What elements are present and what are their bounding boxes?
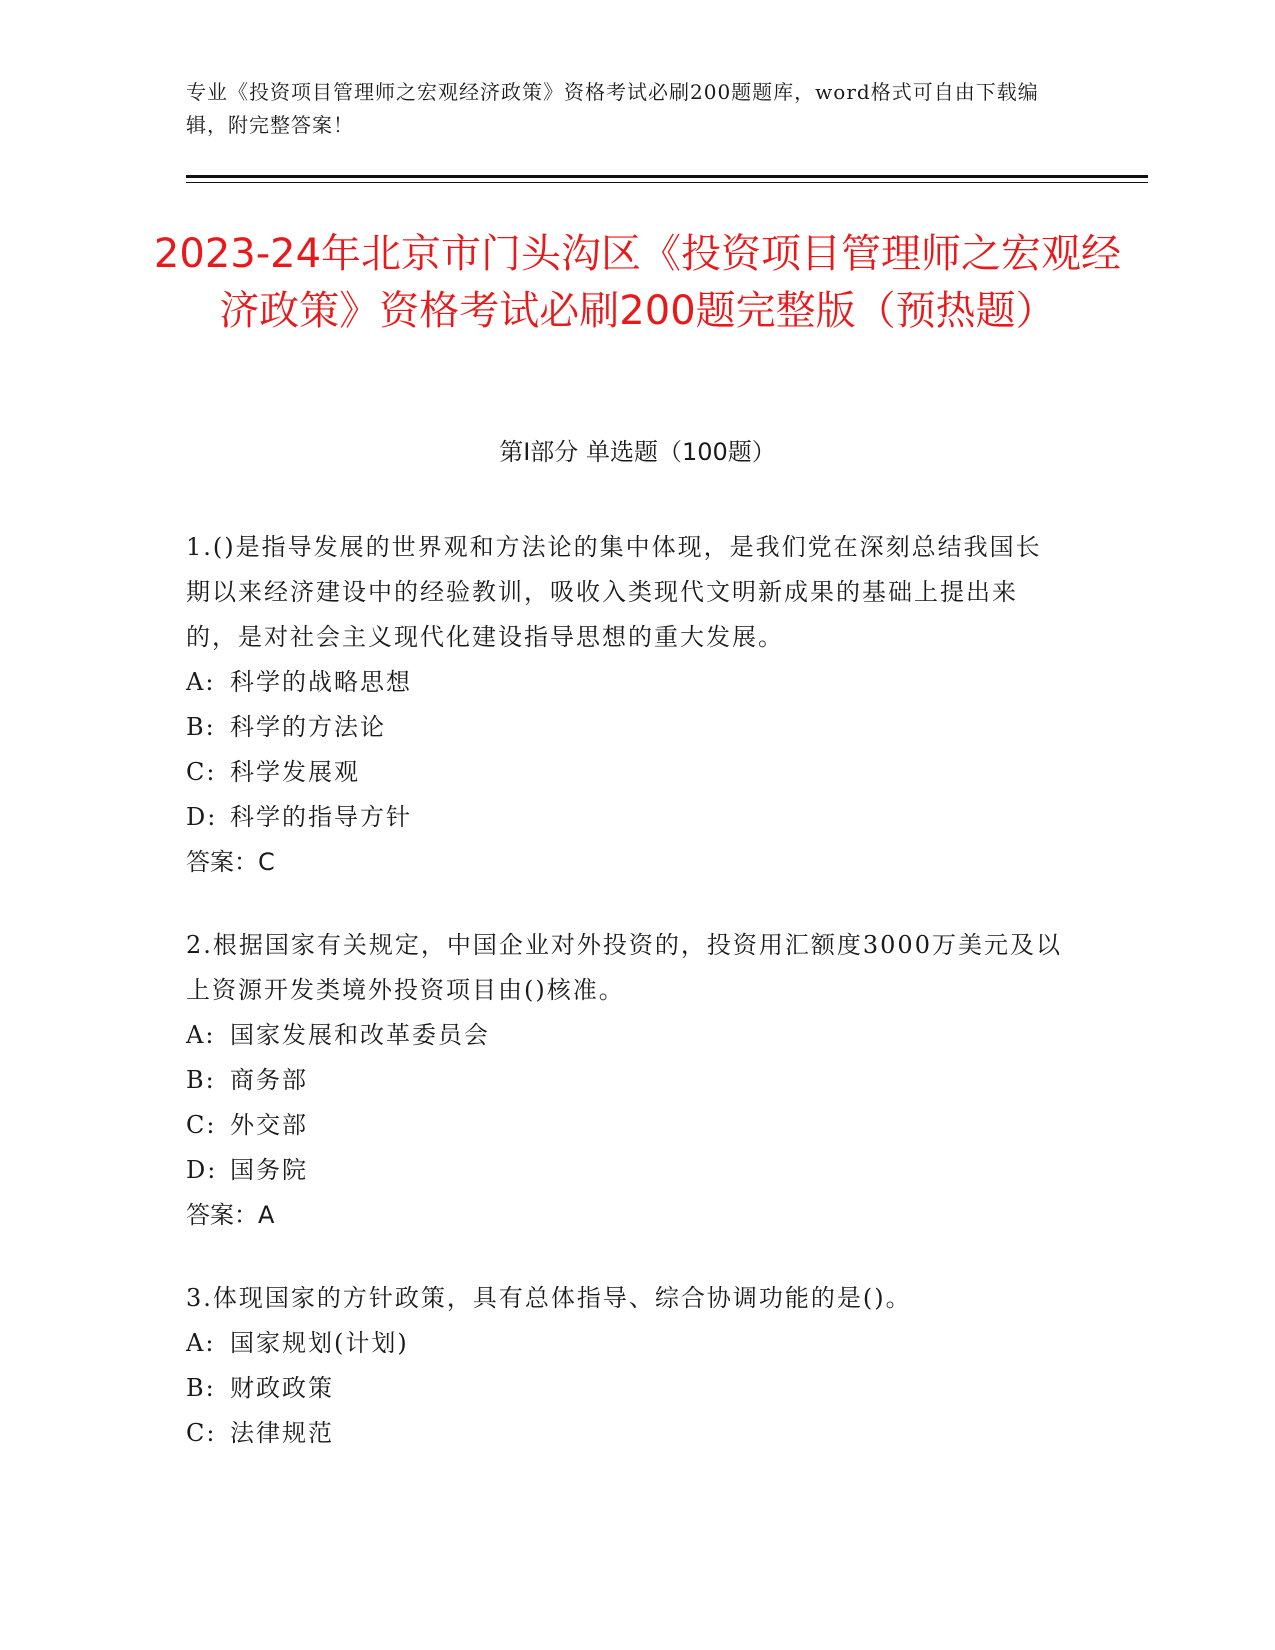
option-letter: D: [186, 1156, 218, 1184]
option-text: 科学的战略思想 [230, 668, 412, 696]
option-text: 科学的方法论 [230, 713, 386, 741]
document-title: 2023-24年北京市门头沟区《投资项目管理师之宏观经济政策》资格考试必刷200题完整版（预热题） [153, 231, 1122, 334]
option-letter: B: [186, 713, 216, 741]
option-text: 科学的指导方针 [230, 803, 412, 831]
option-letter: A: [186, 1021, 216, 1049]
question-1 [186, 525, 1066, 885]
option-b [186, 1366, 1066, 1411]
option-a [186, 660, 1066, 705]
option-letter: A: [186, 1329, 216, 1357]
question-2 [186, 923, 1066, 1238]
option-text: 商务部 [230, 1066, 308, 1094]
option-text: 国务院 [230, 1156, 308, 1184]
option-text: 法律规范 [230, 1419, 334, 1447]
option-letter: B: [186, 1066, 216, 1094]
option-a [186, 1013, 1066, 1058]
option-text: 外交部 [230, 1111, 308, 1139]
option-text: 国家发展和改革委员会 [230, 1021, 490, 1049]
question-list [186, 525, 1066, 1494]
option-c [186, 1411, 1066, 1456]
question-3 [186, 1276, 1066, 1456]
question-stem: 2.根据国家有关规定，中国企业对外投资的，投资用汇额度3000万美元及以上资源开发类境外投资项目由()核准。 [186, 931, 1062, 1004]
section-title: 第Ⅰ部分 单选题（100题） [499, 438, 776, 466]
option-a [186, 1321, 1066, 1366]
header-note: 专业《投资项目管理师之宏观经济政策》资格考试必刷200题题库，word格式可自由下载编辑，附完整答案！ [186, 80, 1039, 137]
option-d [186, 1148, 1066, 1193]
option-c [186, 750, 1066, 795]
answer: 答案：C [186, 848, 275, 876]
option-letter: C: [186, 758, 217, 786]
option-c [186, 1103, 1066, 1148]
option-letter: C: [186, 1111, 217, 1139]
option-letter: C: [186, 1419, 217, 1447]
option-b [186, 705, 1066, 750]
header-divider-thin [186, 182, 1148, 183]
option-text: 科学发展观 [230, 758, 360, 786]
question-stem: 1.()是指导发展的世界观和方法论的集中体现，是我们党在深刻总结我国长期以来经济建设中的经验教训，吸收入类现代文明新成果的基础上提出来的，是对社会主义现代化建设指导思想的重大发展。 [186, 533, 1042, 651]
option-b [186, 1058, 1066, 1103]
option-text: 财政政策 [230, 1374, 334, 1402]
option-letter: D: [186, 803, 218, 831]
option-d [186, 795, 1066, 840]
answer: 答案：A [186, 1201, 275, 1229]
option-letter: B: [186, 1374, 216, 1402]
option-letter: A: [186, 668, 216, 696]
question-stem: 3.体现国家的方针政策，具有总体指导、综合协调功能的是()。 [186, 1284, 912, 1312]
option-text: 国家规划(计划) [230, 1329, 409, 1357]
header-divider-thick [186, 175, 1148, 178]
